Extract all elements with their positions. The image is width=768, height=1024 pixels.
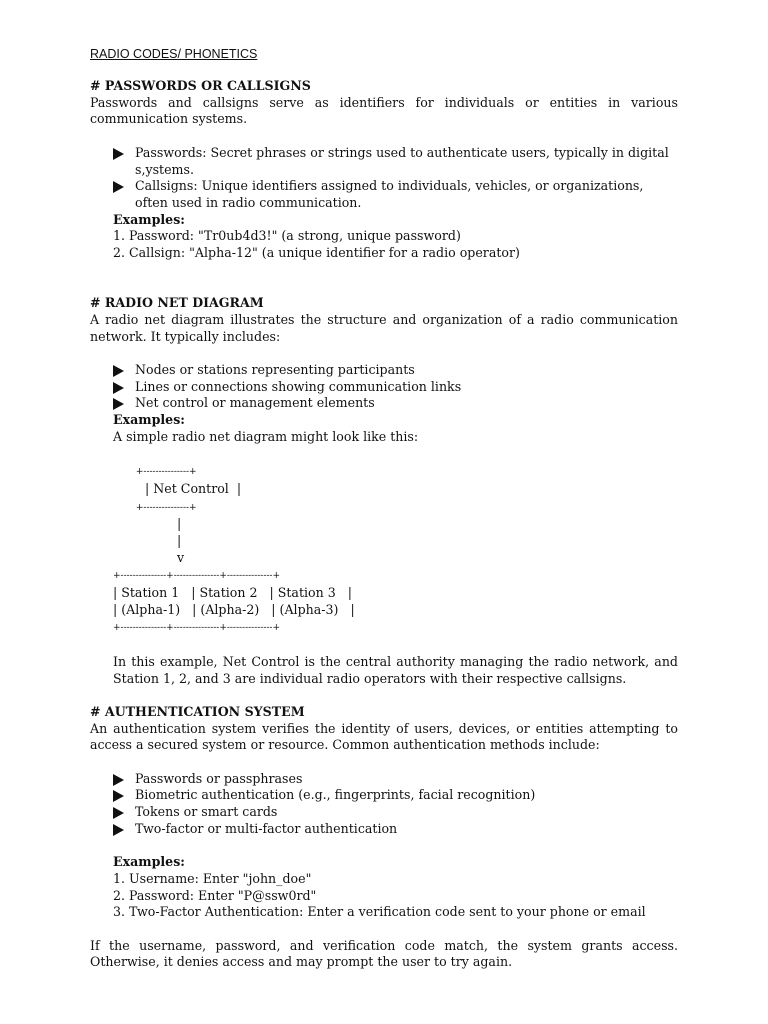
example-line: 2. Password: Enter "P@ssw0rd": [113, 887, 317, 903]
example-line: 3. Two-Factor Authentication: Enter a verification code sent to your phone or email: [113, 904, 646, 920]
list-item: Biometric authentication (e.g., fingerprints, facial recognition): [113, 787, 678, 804]
diagram-line: +---------------+---------------+---------------+: [113, 623, 281, 634]
example-line: 1. Username: Enter "john_doe": [113, 870, 312, 886]
bullet-arrow-icon: [113, 824, 124, 836]
list-item: Callsigns: Unique identifiers assigned to individuals, vehicles, or organizations, often used in radio communication.: [113, 178, 678, 211]
bullet-arrow-icon: [113, 382, 124, 394]
diagram-line: v: [113, 549, 185, 565]
diagram-line: +---------------+: [113, 467, 197, 478]
bullet-arrow-icon: [113, 181, 124, 193]
diagram-line: |: [113, 532, 182, 548]
bullet-arrow-icon: [113, 774, 124, 786]
bullet-list-radio-net: [90, 362, 678, 412]
radio-net-diagram: [90, 462, 678, 637]
example-line: 2. Callsign: "Alpha-12" (a unique identifier for a radio operator): [113, 245, 520, 261]
examples-label: Examples:: [113, 854, 185, 870]
list-item: Lines or connections showing communication links: [113, 379, 678, 396]
bullet-arrow-icon: [113, 790, 124, 802]
examples-label: Examples:: [113, 412, 185, 427]
bullet-arrow-icon: [113, 365, 124, 377]
diagram-line: |: [113, 516, 182, 532]
list-item: Nodes or stations representing participants: [113, 362, 678, 379]
bullet-arrow-icon: [113, 148, 124, 160]
diagram-line: | Net Control |: [113, 480, 242, 496]
example-line: 1. Password: "Tr0ub4d3!" (a strong, unique password): [113, 228, 461, 244]
document-page: [90, 46, 678, 971]
authentication-conclusion: If the username, password, and verification code match, the system grants access. Otherwise, it denies access and may prompt the user to try again.: [90, 937, 678, 970]
bullet-list-authentication: [90, 771, 678, 838]
section-intro-passwords: Passwords and callsigns serve as identifiers for individuals or entities in various communication systems.: [90, 94, 678, 127]
bullet-list-passwords: [90, 145, 678, 212]
diagram-explanation: In this example, Net Control is the central authority managing the radio network, and Station 1, 2, and 3 are individual radio operators with their respective callsigns.: [113, 653, 678, 686]
section-intro-radio-net: A radio net diagram illustrates the structure and organization of a radio communication network. It typically includes:: [90, 311, 678, 344]
section-heading-authentication: # AUTHENTICATION SYSTEM: [90, 703, 305, 719]
examples-label: Examples:: [113, 211, 185, 227]
section-heading-radio-net: # RADIO NET DIAGRAM: [90, 295, 264, 311]
diagram-line: +---------------+: [113, 502, 197, 513]
section-intro-authentication: An authentication system verifies the identity of users, devices, or entities attempting to access a secured system or resource. Common authentication methods include:: [90, 720, 678, 753]
list-item: Passwords or passphrases: [113, 771, 678, 788]
list-item: Two-factor or multi-factor authentication: [113, 821, 678, 838]
diagram-line: | (Alpha-1) | (Alpha-2) | (Alpha-3) |: [113, 601, 355, 617]
list-item: Tokens or smart cards: [113, 804, 678, 821]
bullet-arrow-icon: [113, 807, 124, 819]
document-title: RADIO CODES/ PHONETICS: [90, 47, 258, 61]
diagram-line: +---------------+---------------+---------------+: [113, 571, 281, 582]
section-heading-passwords: # PASSWORDS OR CALLSIGNS: [90, 78, 311, 93]
diagram-line: | Station 1 | Station 2 | Station 3 |: [113, 585, 352, 601]
list-item: Net control or management elements: [113, 395, 678, 412]
example-intro: A simple radio net diagram might look like this:: [113, 428, 419, 444]
list-item: Passwords: Secret phrases or strings used to authenticate users, typically in digital s,ystems.: [113, 145, 678, 178]
bullet-arrow-icon: [113, 398, 124, 410]
